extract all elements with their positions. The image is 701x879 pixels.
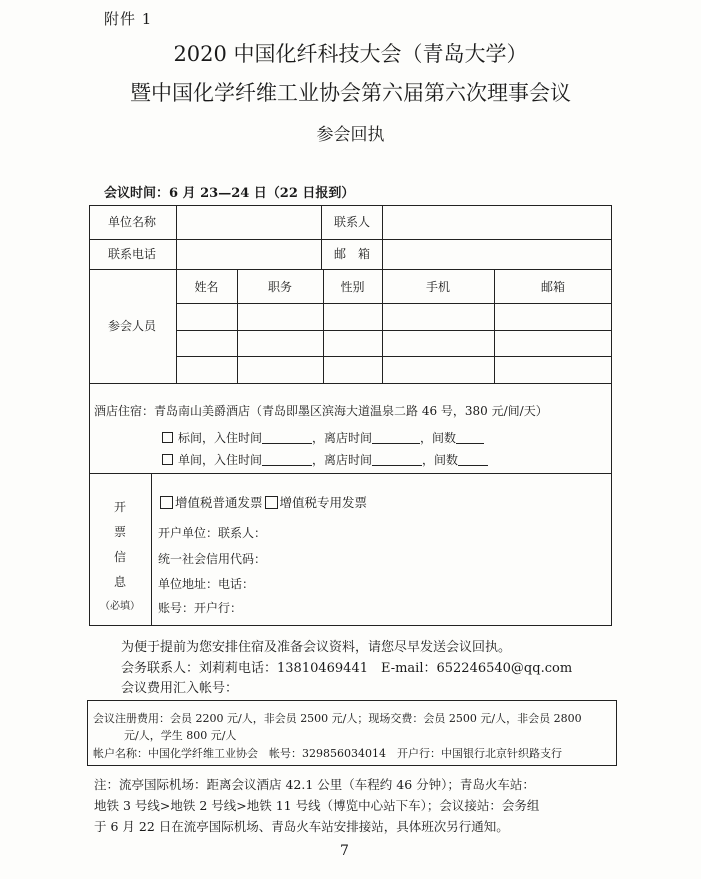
special-invoice-label: 增值税专用发票: [279, 495, 368, 510]
email-input[interactable]: [384, 241, 610, 268]
row-divider: [89, 473, 612, 474]
unit-name-label: 单位名称: [108, 215, 157, 229]
invoice-label-char: 票: [113, 525, 126, 539]
standard-checkout-label: ，离店时间: [312, 431, 373, 445]
phone-input[interactable]: [178, 241, 320, 268]
conference-title: 2020 中国化纤科技大会（青岛大学）: [173, 42, 528, 66]
column-header-position: 职务: [267, 280, 292, 294]
row-divider: [176, 330, 612, 331]
row-divider: [89, 269, 612, 270]
phone-label: 联系电话: [108, 247, 157, 261]
single-count-field[interactable]: [458, 454, 488, 466]
normal-invoice-label: 增值税普通发票: [175, 495, 263, 510]
invoice-address-phone[interactable]: 单位地址：电话：: [158, 577, 255, 591]
invoice-required-note: （必填）: [100, 601, 140, 612]
column-header-mobile: 手机: [425, 280, 450, 294]
payment-account-label: 会议费用汇入帐号：: [121, 681, 239, 696]
col-divider: [151, 473, 152, 626]
footer-note-3: 于 6 月 22 日在流亭国际机场、青岛火车站安排接站，具体班次另行通知。: [94, 819, 509, 834]
meeting-title: 暨中国化学纤维工业协会第六届第六次理事会议: [130, 81, 571, 105]
col-divider: [321, 205, 322, 269]
invoice-unit-contact[interactable]: 开户单位：联系人：: [158, 526, 267, 540]
single-checkout-field[interactable]: [372, 454, 422, 466]
unit-name-input[interactable]: [178, 207, 320, 238]
footer-note-2: 地铁 3 号线>地铁 2 号线>地铁 11 号线（博览中心站下车）；会议接站：会务组: [94, 798, 540, 813]
email-label: 邮 箱: [334, 247, 371, 261]
invoice-label-char: 信: [113, 550, 126, 564]
contact-person-label: 联系人: [334, 215, 371, 229]
contact-person-input[interactable]: [384, 207, 610, 238]
invoice-label-char: 开: [113, 500, 126, 514]
standard-room-checkbox[interactable]: [162, 432, 173, 443]
single-checkout-label: ，离店时间: [312, 453, 373, 467]
single-room-checkbox[interactable]: [162, 454, 173, 465]
column-header-gender: 性别: [340, 280, 365, 294]
page-number: 7: [340, 843, 349, 859]
standard-count-field[interactable]: [456, 432, 484, 444]
fee-line-1: 会议注册费用：会员 2200 元/人，非会员 2500 元/人；现场交费：会员 2500 元/人，非会员 2800: [93, 712, 582, 725]
account-info: 帐户名称：中国化学纤维工业协会 帐号：329856034014 开户行：中国银行北京针织路支行: [93, 747, 562, 760]
invoice-credit-code[interactable]: 统一社会信用代码：: [158, 552, 267, 566]
row-divider: [89, 383, 612, 384]
footer-note-1: 注：流亭国际机场：距离会议酒店 42.1 公里（车程约 46 分钟）；青岛火车站：: [94, 777, 535, 792]
standard-room-label: 标间，入住时间: [178, 431, 263, 445]
column-header-email: 邮箱: [540, 280, 565, 294]
fee-line-2: 元/人，学生 800 元/人: [124, 729, 237, 742]
standard-count-label: ，间数: [420, 431, 457, 445]
annex-label: 附件 1: [104, 10, 153, 28]
standard-checkout-field[interactable]: [372, 432, 420, 444]
attendee-row[interactable]: [178, 358, 610, 382]
row-divider: [89, 239, 612, 240]
attendee-row[interactable]: [178, 332, 610, 355]
col-divider: [382, 205, 383, 269]
attendee-row[interactable]: [178, 305, 610, 329]
contact-info: 会务联系人：刘莉莉电话：13810469441 E-mail：652246540@qq.com: [121, 661, 573, 676]
single-checkin-field[interactable]: [262, 454, 312, 466]
special-invoice-checkbox[interactable]: [265, 496, 278, 509]
invoice-account-bank[interactable]: 账号：开户行：: [158, 601, 243, 615]
row-divider: [176, 303, 612, 304]
single-room-row: [162, 451, 488, 468]
column-header-name: 姓名: [194, 280, 219, 294]
hotel-info: 酒店住宿：青岛南山美爵酒店（青岛即墨区滨海大道温泉二路 46 号，380 元/间/天）: [94, 404, 548, 418]
form-title: 参会回执: [316, 125, 385, 145]
meeting-time: 会议时间：6 月 23—24 日（22 日报到）: [104, 186, 355, 201]
reminder-note: 为便于提前为您安排住宿及准备会议资料，请您尽早发送会议回执。: [121, 640, 512, 655]
invoice-label-char: 息: [113, 575, 126, 589]
standard-room-row: [162, 429, 484, 446]
single-room-label: 单间，入住时间: [178, 453, 263, 467]
single-count-label: ，间数: [422, 453, 459, 467]
attendees-label: 参会人员: [108, 319, 157, 333]
invoice-type-options: [160, 496, 367, 510]
normal-invoice-checkbox[interactable]: [160, 496, 173, 509]
standard-checkin-field[interactable]: [262, 432, 312, 444]
row-divider: [176, 356, 612, 357]
col-divider: [176, 205, 177, 383]
